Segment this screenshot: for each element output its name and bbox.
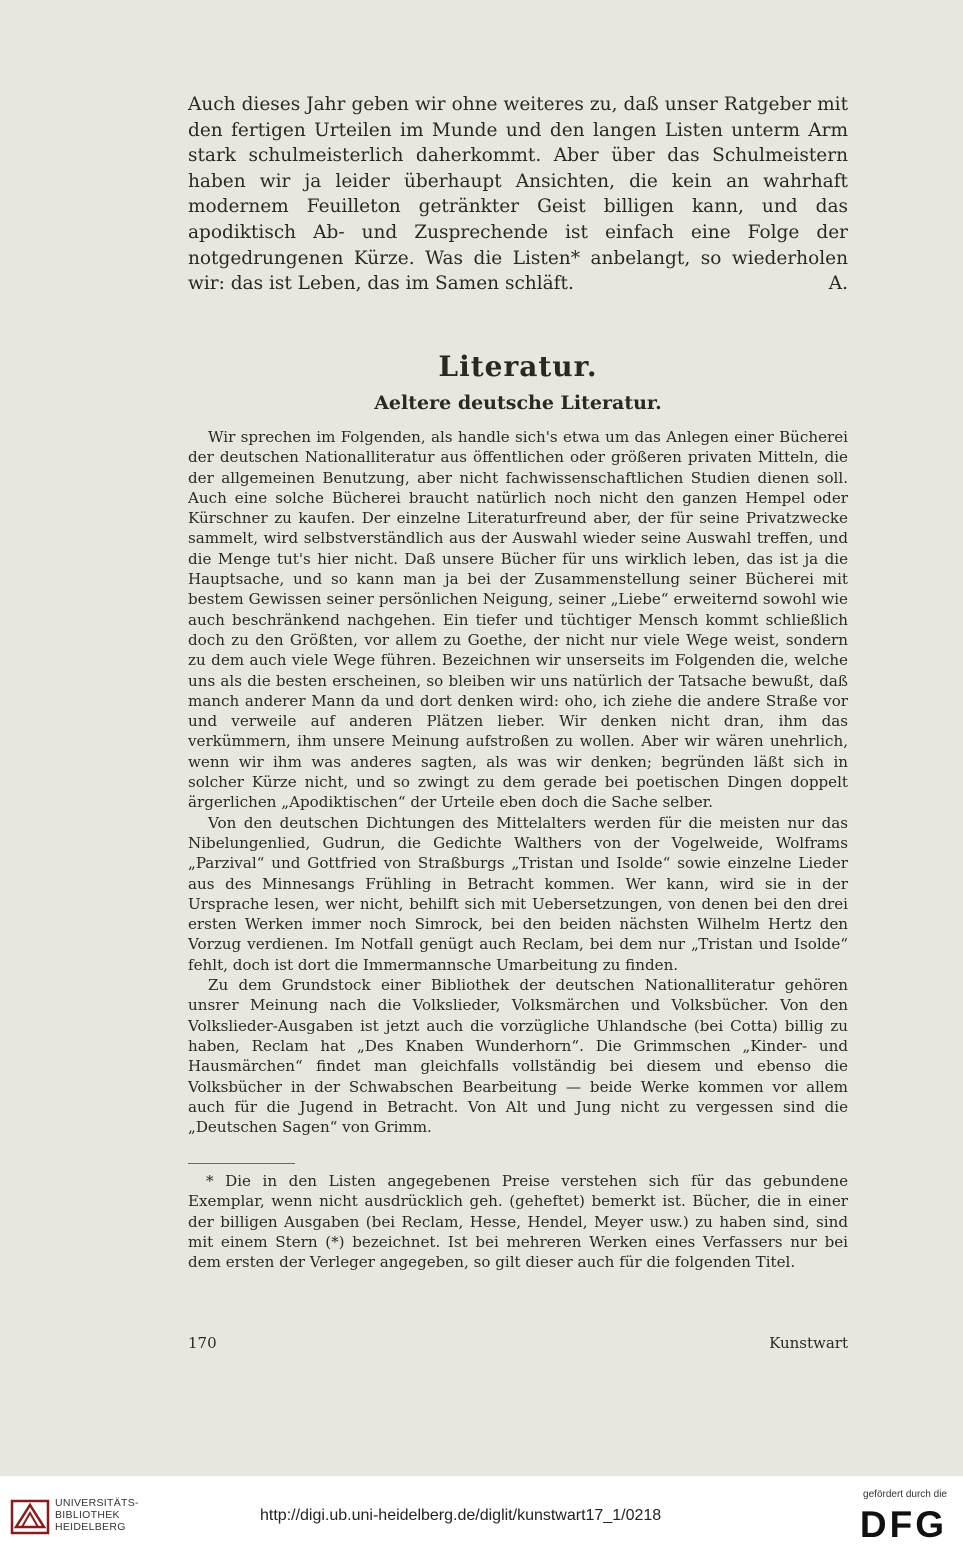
- section-heading: Literatur.: [438, 350, 598, 383]
- page-number: 170: [188, 1334, 217, 1352]
- library-name-line: BIBLIOTHEK: [55, 1509, 120, 1521]
- library-name-line: UNIVERSITÄTS-: [55, 1497, 139, 1509]
- funded-by-label: gefördert durch die: [863, 1489, 947, 1500]
- body-paragraph-2: Von den deutschen Dichtungen des Mittelalters werden für die meisten nur das Nibelungenlied, Gudrun, die Gedichte Walthers von der Vogelweide, Wolframs „Parzival“ und Gottfried von Straßburgs „Tristan und Isolde“ sowie einzelne Lieder aus des Minnesangs Frühling in Betracht kommen. Wer kann, wird sie in der Ursprache lesen, wer nicht, behilft sich mit Uebersetzungen, von denen bei den drei ersten Werken immer noch Simrock, bei den beiden nächsten Wilhelm Hertz den Vorzug verdienen. Im Notfall genügt auch Reclam, bei dem nur „Tristan und Isolde“ fehlt, doch ist dort die Immermannsche Umarbeitung zu finden.: [188, 813, 848, 974]
- article-body: [188, 427, 848, 1137]
- footnote-text: * Die in den Listen angegebenen Preise verstehen sich für das gebundene Exemplar, wenn nicht ausdrücklich geh. (geheftet) bemerkt ist. Bücher, die in einer der billigen Ausgaben (bei Reclam, Hesse, Hendel, Meyer usw.) zu haben sind, sind mit einem Stern (*) bezeichnet. Ist bei mehreren Werken eines Verfassers nur bei dem ersten der Verleger angegeben, so gilt dieser auch für die folgenden Titel.: [188, 1172, 848, 1272]
- dfg-logo: DFG: [859, 1504, 947, 1545]
- journal-name: Kunstwart: [769, 1334, 848, 1352]
- library-name: [55, 1497, 139, 1533]
- body-paragraph-1: Wir sprechen im Folgenden, als handle sich's etwa um das Anlegen einer Bücherei der deutschen Nationalliteratur aus öffentlichen oder größeren privaten Mitteln, die der allgemeinen Benutzung, aber nicht fachwissenschaftlichen Studien dienen soll. Auch eine solche Bücherei braucht natürlich noch nicht den ganzen Hempel oder Kürschner zu kaufen. Der einzelne Literaturfreund aber, der für seine Privatzwecke sammelt, wird selbstverständlich aus der Auswahl wieder seine Auswahl treffen, und die Menge tut's hier nicht. Daß unsere Bücher für uns wirklich leben, das ist ja die Hauptsache, und so kann man ja bei der Zusammenstellung seiner Bücherei mit bestem Gewissen seiner persönlichen Neigung, seiner „Liebe“ erweiternd sowohl wie auch beschränkend nachgehen. Ein tiefer und tüchtiger Mensch kommt schließlich doch zu den Größten, vor allem zu Goethe, der nicht nur viele Wege weist, sondern zu dem auch viele Wege führen. Bezeichnen wir unserseits im Folgenden die, welche uns als die besten erscheinen, so bleiben wir uns natürlich der Tatsache bewußt, daß manch anderer Mann da und dort denken wird: oho, ich ziehe die andere Straße vor und verweile auf anderen Plätzen lieber. Wir denken nicht dran, ihm das verkümmern, ihm unsere Meinung aufstroßen zu wollen. Aber wir wären unehrlich, wenn wir ihm was anderes sagten, als was wir denken; begründen läßt sich in solcher Kürze nicht, und so zwingt zu dem gerade bei poetischen Dingen doppelt ärgerlichen „Apodiktischen“ der Urteile eben doch die Sache selber.: [188, 428, 848, 812]
- intro-paragraph: [188, 92, 848, 297]
- footnote: [188, 1171, 848, 1272]
- footnote-rule: [188, 1163, 295, 1164]
- intro-signature: A.: [828, 273, 848, 295]
- library-logo-icon: [10, 1497, 50, 1537]
- section-subheading: Aeltere deutsche Literatur.: [374, 392, 662, 414]
- library-name-line: HEIDELBERG: [55, 1521, 126, 1533]
- source-url-link[interactable]: http://digi.ub.uni-heidelberg.de/diglit/kunstwart17_1/0218: [260, 1507, 662, 1524]
- body-paragraph-3: Zu dem Grundstock einer Bibliothek der deutschen Nationalliteratur gehören unsrer Meinung nach die Volkslieder, Volksmärchen und Volksbücher. Von den Volkslieder-Ausgaben ist jetzt auch die vorzügliche Uhlandsche (bei Cotta) billig zu haben, Reclam hat „Des Knaben Wunderhorn“. Die Grimmschen „Kinder- und Hausmärchen“ findet man gleichfalls vollständig bei diesem und ebenso die Volksbücher in der Schwabschen Bearbeitung — beide Werke kommen vor allem auch für die Jugend in Betracht. Von Alt und Jung nicht zu vergessen sind die „Deutschen Sagen“ von Grimm.: [188, 976, 848, 1137]
- intro-text: Auch dieses Jahr geben wir ohne weiteres zu, daß unser Ratgeber mit den fertigen Urteilen im Munde und den langen Listen unterm Arm stark schulmeisterlich daherkommt. Aber über das Schulmeistern haben wir ja leider überhaupt Ansichten, die kein an wahrhaft modernem Feuilleton getränkter Geist billigen kann, und das apodiktisch Ab- und Zusprechende ist einfach eine Folge der notgedrungenen Kürze. Was die Listen* anbelangt, so wiederholen wir: das ist Leben, das im Samen schläft.: [188, 94, 848, 295]
